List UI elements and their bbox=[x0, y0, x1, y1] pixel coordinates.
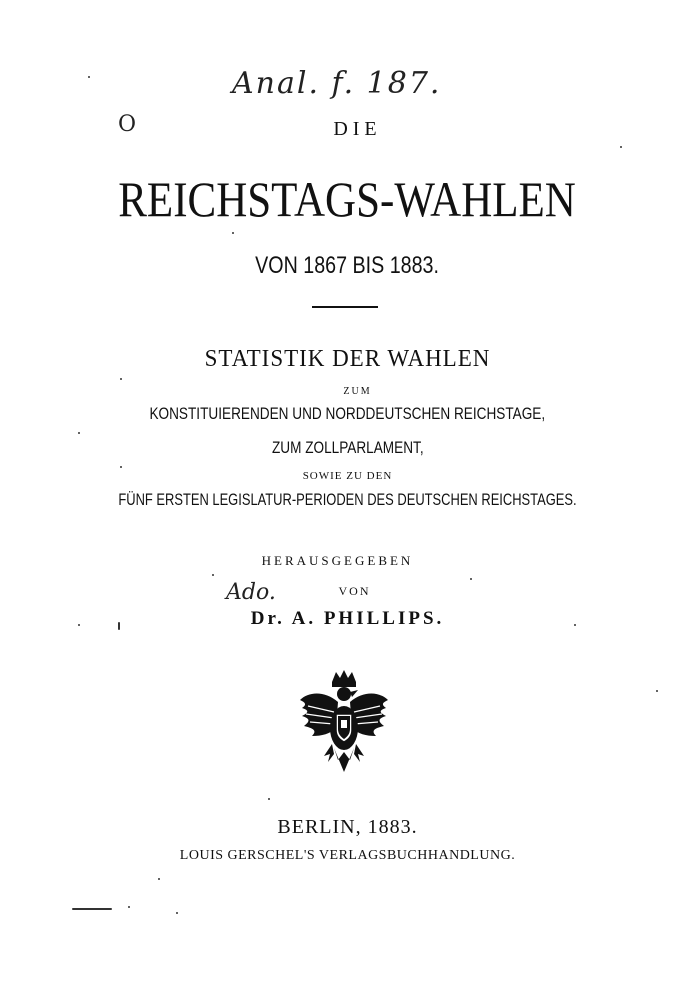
scan-speck bbox=[620, 146, 622, 148]
scan-speck bbox=[128, 906, 130, 908]
zollparlament-text: ZUM ZOLLPARLAMENT, bbox=[271, 438, 424, 457]
sowie-label: SOWIE ZU DEN bbox=[302, 470, 393, 482]
scan-speck bbox=[88, 76, 90, 78]
scan-speck bbox=[232, 232, 234, 234]
konstituierenden-text: KONSTITUIERENDEN UND NORDDEUTSCHEN REICHSTAGE, bbox=[149, 404, 546, 423]
handwritten-initials: Ado. bbox=[226, 580, 276, 605]
herausgegeben-label: HERAUSGEGEBEN bbox=[261, 553, 414, 568]
zum-label-1: ZUM bbox=[343, 386, 372, 397]
scan-speck bbox=[268, 798, 270, 800]
place-year: BERLIN, 1883. bbox=[277, 816, 418, 838]
years-text: VON 1867 BIS 1883. bbox=[255, 252, 440, 279]
von-label: VON bbox=[338, 584, 371, 598]
scan-speck bbox=[470, 578, 472, 580]
scan-speck bbox=[212, 574, 214, 576]
subtitle: STATISTIK DER WAHLEN bbox=[204, 346, 491, 372]
divider-rule bbox=[312, 306, 378, 308]
imperial-eagle-icon bbox=[294, 668, 394, 780]
scan-speck bbox=[158, 878, 160, 880]
years-line bbox=[0, 252, 695, 280]
perioden-line bbox=[0, 490, 695, 510]
scan-speck bbox=[656, 690, 658, 692]
scan-speck bbox=[120, 378, 122, 380]
scan-speck bbox=[78, 432, 80, 434]
publisher-line: LOUIS GERSCHEL'S VERLAGSBUCHHANDLUNG. bbox=[179, 848, 516, 863]
scan-speck bbox=[176, 912, 178, 914]
scan-speck bbox=[72, 908, 112, 910]
konstituierenden-line bbox=[0, 404, 695, 424]
author-line: Dr. A. PHILLIPS. bbox=[250, 608, 445, 629]
zollparlament-line bbox=[0, 438, 695, 458]
scan-speck bbox=[574, 624, 576, 626]
main-title-text: REICHSTAGS-WAHLEN bbox=[118, 171, 577, 227]
perioden-text: FÜNF ERSTEN LEGISLATUR-PERIODEN DES DEUTSCHEN REICHSTAGES. bbox=[118, 490, 577, 509]
scan-speck bbox=[118, 622, 120, 630]
scan-speck bbox=[120, 466, 122, 468]
handwritten-shelfmark: Anal. f. 187. bbox=[232, 66, 442, 101]
main-title bbox=[0, 170, 695, 228]
scan-speck bbox=[78, 624, 80, 626]
handwritten-circle-mark: O bbox=[118, 112, 137, 137]
pre-title: DIE bbox=[333, 118, 382, 140]
